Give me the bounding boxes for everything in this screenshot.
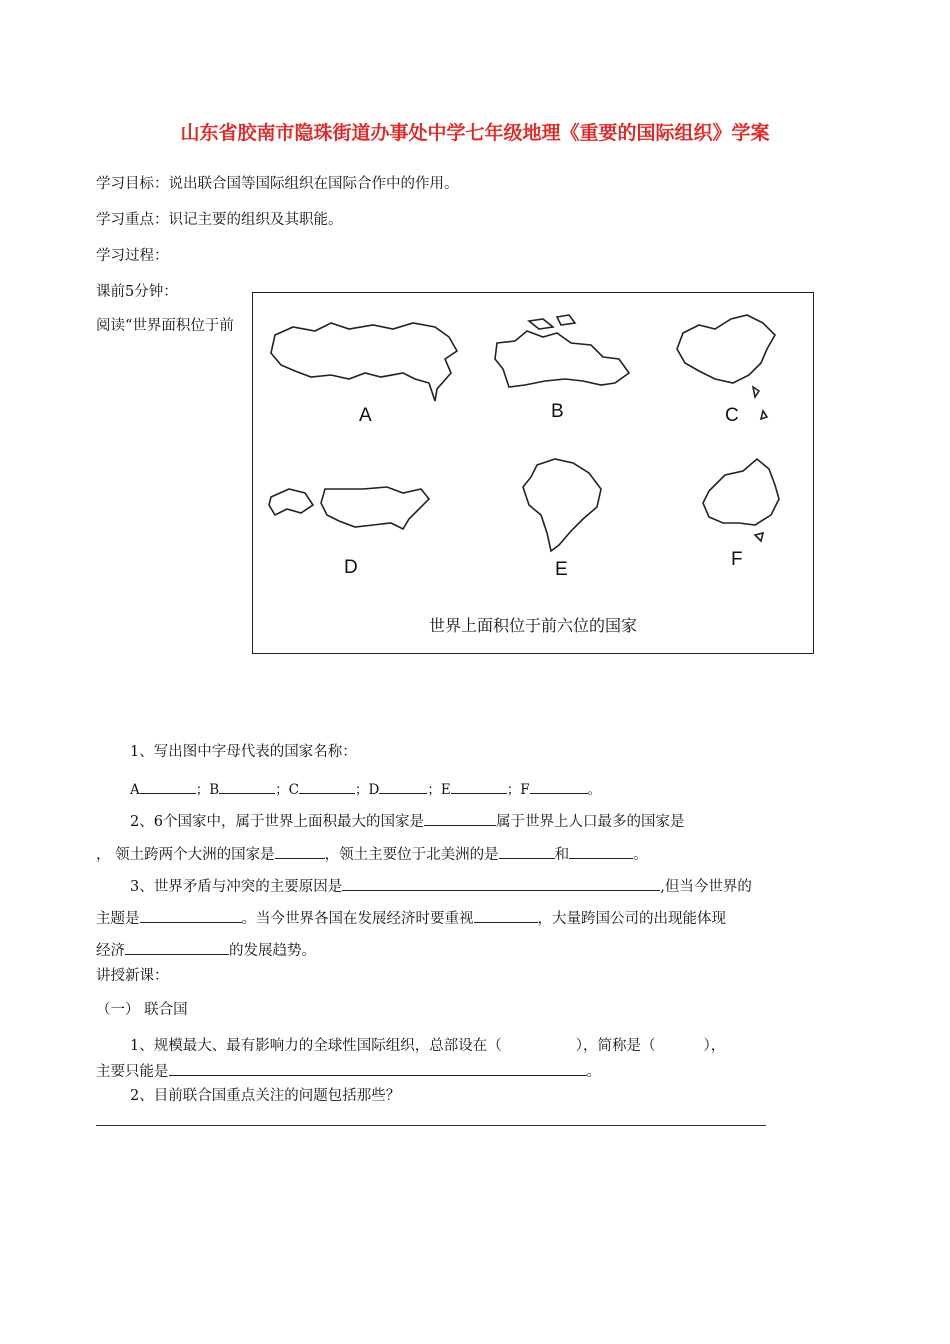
map-letter-f: F: [731, 549, 743, 570]
un-question-1-text-a: 1、规模最大、最有影响力的全球性国际组织，总部设在（: [130, 1038, 502, 1054]
question-3-text-a: 3、世界矛盾与冲突的主要原因是: [130, 879, 343, 895]
figure-caption: 世界上面积位于前六位的国家: [428, 616, 637, 635]
answer-blank-e[interactable]: [451, 779, 507, 794]
map-letter-a: A: [359, 405, 372, 426]
country-outlines: [253, 293, 813, 653]
read-instruction: 阅读“世界面积位于前: [96, 318, 234, 334]
question-1: 1、写出图中字母代表的国家名称：: [130, 744, 357, 760]
answer-blank-main-function[interactable]: [169, 1061, 587, 1076]
un-question-1-text-b: ），简称是（: [575, 1038, 656, 1054]
question-2-text-b: 属于世界上人口最多的国家是: [495, 814, 685, 830]
blank-label-e: ；E: [427, 782, 451, 798]
section-un-heading: （一） 联合国: [96, 1002, 188, 1018]
question-1-blanks: [130, 778, 601, 798]
learning-objective: 学习目标：说出联合国等国际组织在国际合作中的作用。: [96, 176, 459, 192]
answer-line[interactable]: [96, 1125, 766, 1126]
blank-end: 。: [587, 782, 602, 798]
question-2-line-2: [96, 843, 648, 864]
answer-blank-c[interactable]: [299, 779, 355, 794]
blank-label-b: ；B: [195, 782, 220, 798]
china-islands: [753, 387, 767, 419]
question-3-text-b: ,但当今世界的: [660, 879, 752, 895]
question-3-line-2: [96, 907, 726, 928]
question-3-text-f: 经济: [96, 943, 125, 959]
answer-blank-a[interactable]: [140, 779, 196, 794]
question-2-text-a: 2、6个国家中，属于世界上面积最大的国家是: [130, 814, 424, 830]
canada-islands: [529, 315, 575, 329]
answer-blank-world-theme[interactable]: [140, 908, 242, 923]
question-3-line-1: [130, 875, 752, 896]
new-lesson-heading: 讲授新课：: [96, 968, 169, 984]
answer-blank-d[interactable]: [379, 779, 427, 794]
answer-blank-emphasis[interactable]: [474, 908, 538, 923]
question-2-text-e: 和: [554, 847, 570, 863]
map-letter-b: B: [551, 401, 564, 422]
blank-label-d: ；D: [355, 782, 380, 798]
answer-blank-largest[interactable]: [424, 811, 496, 826]
key-point: 学习重点：识记主要的组织及其职能。: [96, 212, 343, 228]
answer-blank-two-continents[interactable]: [275, 844, 325, 859]
page-title: 山东省胶南市隐珠街道办事处中学七年级地理《重要的国际组织》学案: [180, 122, 770, 144]
un-question-1-text-e: 。: [586, 1064, 601, 1080]
tasmania-outline: [755, 533, 763, 541]
blank-label-a: A: [130, 782, 140, 798]
question-3-text-c: 主题是: [96, 911, 140, 927]
canada-outline: [495, 331, 629, 387]
answer-blank-b[interactable]: [219, 779, 275, 794]
question-2-text-c: ， 领土跨两个大洲的国家是: [96, 847, 275, 863]
answer-blank-f[interactable]: [530, 779, 588, 794]
learning-process: 学习过程：: [96, 248, 169, 264]
russia-outline: [271, 323, 457, 401]
map-letter-e: E: [555, 559, 568, 580]
answer-blank-conflict-cause[interactable]: [342, 876, 660, 891]
answer-blank-north-america-1[interactable]: [499, 844, 555, 859]
china-outline: [677, 315, 775, 383]
question-2-line-1: [130, 810, 684, 831]
answer-blank-north-america-2[interactable]: [569, 844, 633, 859]
question-2-text-d: ，领土主要位于北美洲的是: [324, 847, 499, 863]
pre-class-label: 课前5分钟：: [96, 284, 178, 300]
blank-label-c: ；C: [275, 782, 300, 798]
map-letter-d: D: [344, 557, 358, 578]
question-3-text-g: 的发展趋势。: [229, 943, 316, 959]
question-3-text-e: ，大量跨国公司的出现能体现: [537, 911, 726, 927]
un-question-1-text-c: ），: [703, 1038, 726, 1054]
question-3-text-d: 。当今世界各国在发展经济时要重视: [241, 911, 474, 927]
question-3-line-3: [96, 939, 316, 960]
brazil-outline: [523, 459, 601, 551]
un-question-2: 2、目前联合国重点关注的问题包括那些？: [130, 1088, 401, 1104]
usa-outline: [321, 487, 429, 529]
un-question-1-text-d: 主要只能是: [96, 1064, 169, 1080]
countries-figure: [252, 292, 814, 654]
un-question-1-line-1: [130, 1034, 725, 1055]
alaska-outline: [269, 489, 313, 515]
question-2-text-f: 。: [633, 847, 648, 863]
australia-outline: [703, 459, 779, 525]
map-letter-c: C: [725, 405, 739, 426]
answer-blank-economy-trend[interactable]: [125, 940, 229, 955]
blank-label-f: ；F: [506, 782, 530, 798]
un-question-1-line-2: [96, 1060, 601, 1081]
